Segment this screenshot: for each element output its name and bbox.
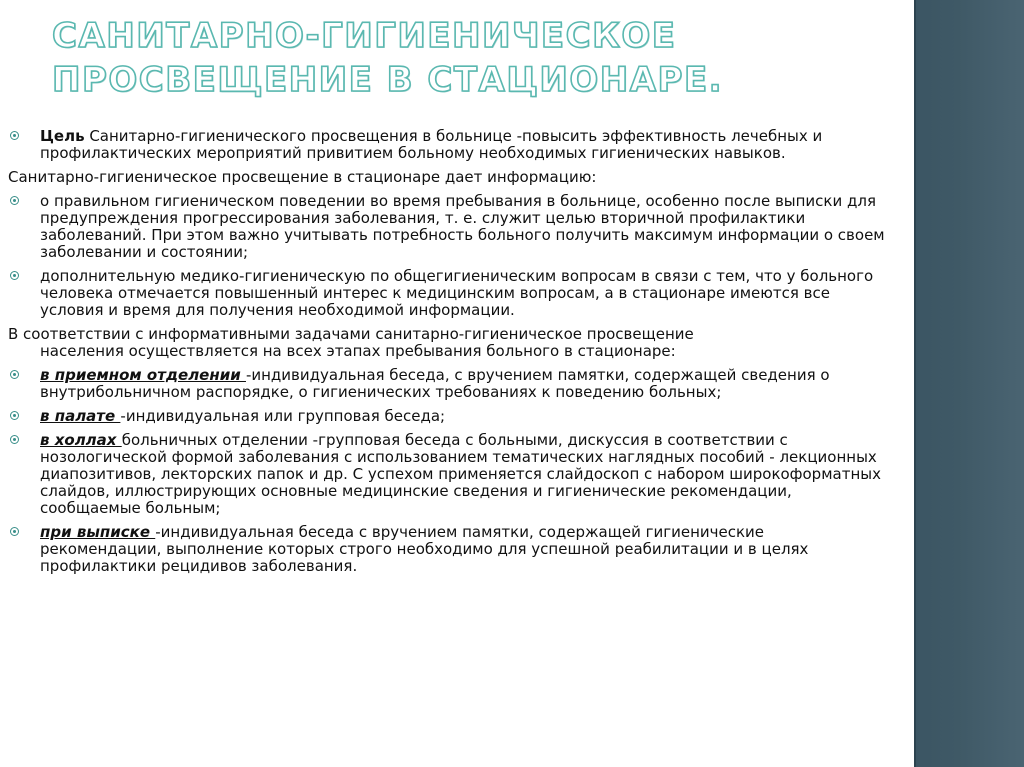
info-item-2 (8, 268, 888, 319)
stage-lead: в приемном отделении (40, 366, 246, 384)
goal-text: Санитарно-гигиенического просвещения в больнице -повысить эффективность лечебных и профилактических мероприятий привитием больному необходимых гигиенических навыков. (40, 127, 823, 162)
stage-text: -индивидуальная беседа, с вручением памятки, содержащей сведения о внутрибольничном распорядке, о гигиенических требованиях к поведению больных; (40, 366, 830, 401)
stage-text: -индивидуальная беседа с вручением памятки, содержащей гигиенические рекомендации, выполнение которых строго необходимо для успешной реабилитации и в целях профилактики рецидивов заболевания. (40, 523, 809, 575)
info-item-text: о правильном гигиеническом поведении во время пребывания в больнице, особенно после выписки для предупреждения прогрессирования заболевания, т. е. служит целью вторичной профилактики заболеваний. При этом важно учитывать потребность больного получить максимум информации о своем заболевании и состоянии; (40, 192, 885, 261)
bullet-icon (10, 527, 19, 536)
info-heading: Санитарно-гигиеническое просвещение в стационаре дает информацию: (8, 168, 597, 186)
bullet-goal (8, 128, 888, 162)
stages-heading-first: В соответствии с информативными задачами санитарно-гигиеническое просвещение (8, 325, 694, 343)
stage-item-ward (8, 408, 888, 425)
stages-heading-rest: населения осуществляется на всех этапах пребывания больного в стационаре: (40, 342, 676, 360)
bullet-icon (10, 435, 19, 444)
stage-lead: в холлах (40, 431, 122, 449)
stage-item-halls (8, 432, 888, 517)
bullet-icon (10, 131, 19, 140)
stage-item-admission (8, 367, 888, 401)
stage-lead: при выписке (40, 523, 156, 541)
slide-title: САНИТАРНО-ГИГИЕНИЧЕСКОЕ ПРОСВЕЩЕНИЕ В СТАЦИОНАРЕ. (52, 16, 724, 100)
stage-item-discharge (8, 524, 888, 575)
stage-lead: в палате (40, 407, 121, 425)
stage-text: больничных отделении -групповая беседа с больными, дискуссия в соответствии с нозологической формой заболевания с использованием тематических наглядных пособий - лекционных диапозитивов, лекторских папок и др. С успехом применяется слайдоскоп с набором широкоформатных слайдов, иллюстрирующих основные медицинские сведения и гигиенические рекомендации, сообщаемые больным; (40, 431, 881, 517)
stages-heading (8, 326, 888, 360)
info-item-1 (8, 193, 888, 261)
bullet-icon (10, 271, 19, 280)
bullet-icon (10, 370, 19, 379)
info-item-text: дополнительную медико-гигиеническую по общегигиеническим вопросам в связи с тем, что у больного человека отмечается повышенный интерес к медицинским вопросам, а в стационаре имеются все условия и время для получения необходимой информации. (40, 267, 874, 319)
bullet-icon (10, 411, 19, 420)
bullet-icon (10, 196, 19, 205)
goal-lead: Цель (40, 127, 85, 145)
stage-text: -индивидуальная или групповая беседа; (120, 407, 446, 425)
decorative-side-band (914, 0, 1024, 767)
slide-body (8, 128, 888, 582)
